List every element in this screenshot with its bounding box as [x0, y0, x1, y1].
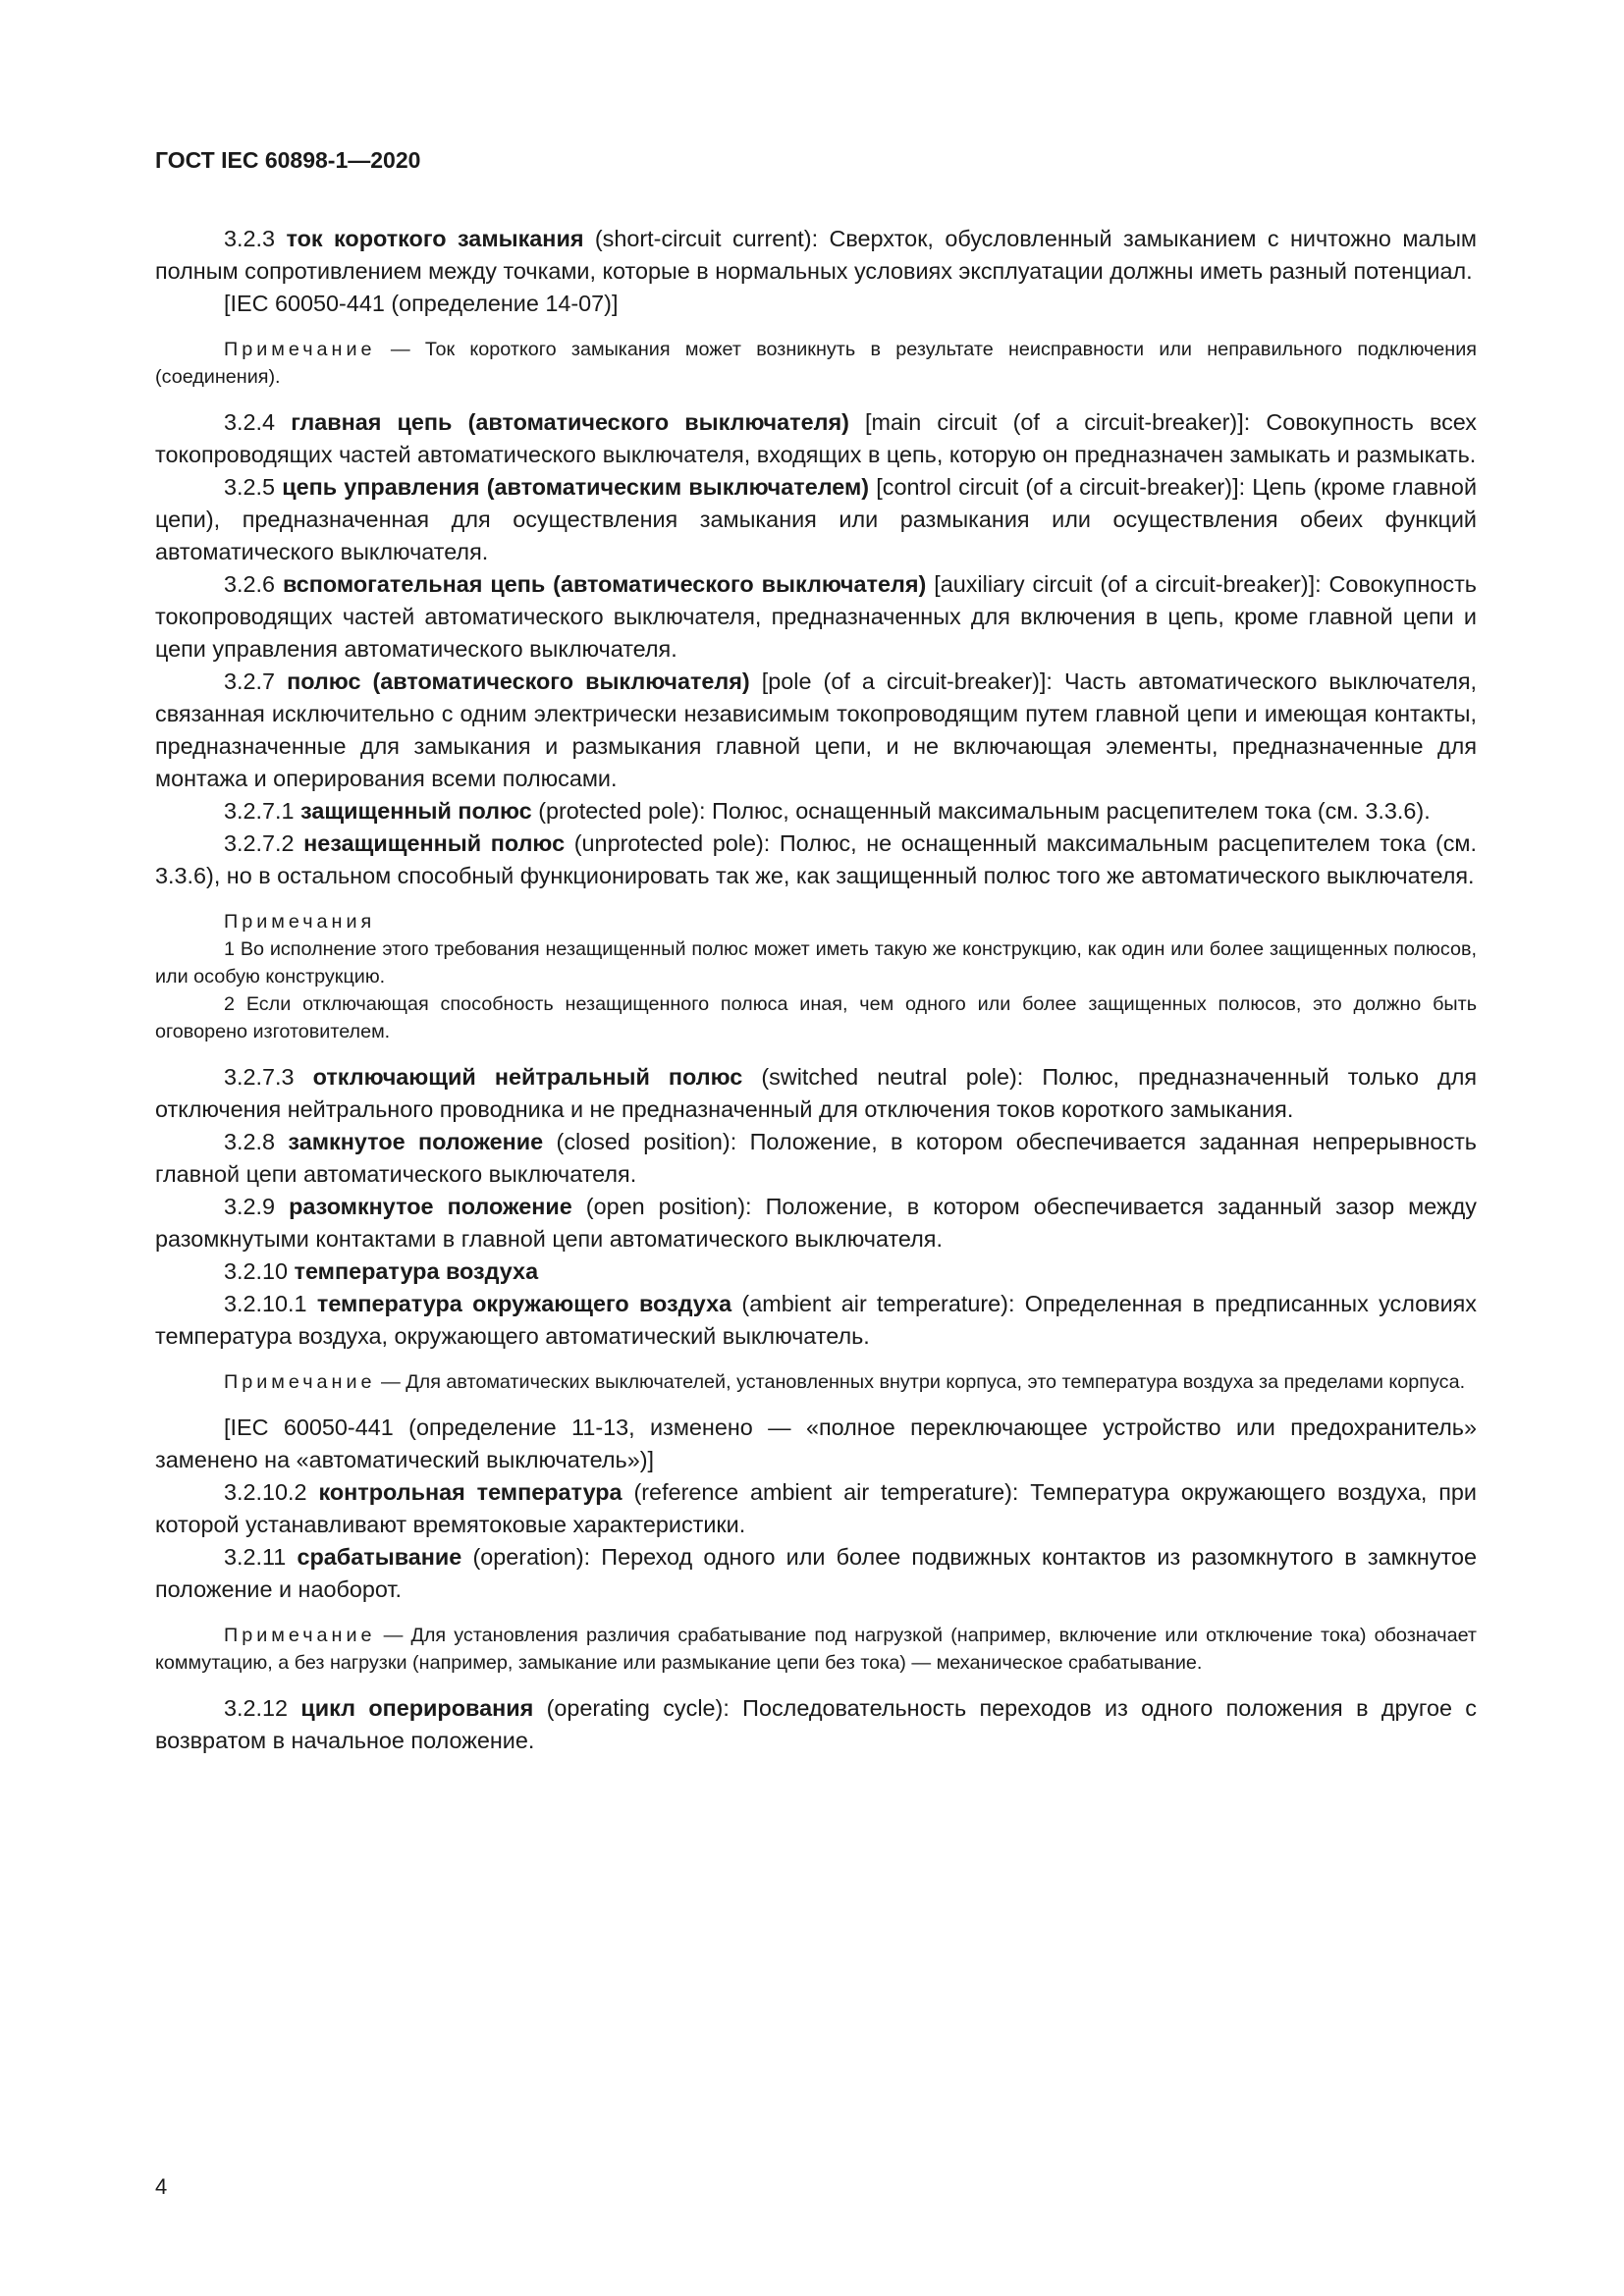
clause-term: контрольная температура [318, 1479, 623, 1505]
clause-term: температура окружающего воздуха [316, 1291, 732, 1316]
clause-3-2-7 [155, 666, 1477, 795]
clause-number: 3.2.11 [224, 1544, 298, 1570]
clause-term: замкнутое положение [288, 1129, 544, 1154]
clause-3-2-10-1-reference: [IEC 60050-441 (определение 11-13, изменено — «полное переключающее устройство или предохранитель» заменено на «автоматический выключатель»)] [155, 1415, 1477, 1472]
clause-number: 3.2.9 [224, 1194, 290, 1219]
note-3-2-3 [155, 336, 1477, 391]
clause-term: полюс (автоматического выключателя) [287, 668, 750, 694]
clause-number: 3.2.5 [224, 474, 283, 500]
clause-3-2-10 [155, 1255, 1477, 1288]
clause-3-2-11 [155, 1541, 1477, 1606]
clause-number: 3.2.7 [224, 668, 288, 694]
clause-term: незащищенный полюс [303, 830, 566, 856]
clause-number: 3.2.7.1 [224, 798, 301, 824]
clause-text: (switched neutral pole): Полюс, предназначенный только для отключения нейтрального проводника и не предназначенный для отключения токов короткого замыкания. [155, 1064, 1478, 1122]
note-label: Примечание [224, 1625, 376, 1646]
clause-term: главная цепь (автоматического выключателя) [291, 409, 849, 435]
clause-3-2-3 [155, 223, 1477, 288]
clause-text: (short-circuit current): Сверхток, обусловленный замыканием с ничтожно малым полным сопротивлением между точками, которые в нормальных условиях эксплуатации должны иметь разный потенциал. [155, 226, 1477, 284]
clause-3-2-7-1 [155, 795, 1477, 828]
clause-text: [pole (of a circuit-breaker)]: Часть автоматического выключателя, связанная исключительно с одним электрически независимым токопроводящим путем главной цепи и имеющая контакты, предназначенные для замыкания и размыкания главной цепи, и не включающая элементы, предназначенные для монтажа и оперирования всеми полюсами. [155, 668, 1477, 791]
clause-number: 3.2.3 [224, 226, 287, 251]
clause-term: цепь управления (автоматическим выключателем) [282, 474, 870, 500]
clause-term: ток короткого замыкания [286, 226, 584, 251]
clause-number: 3.2.7.2 [224, 830, 304, 856]
note-text: — Для установления различия срабатывание под нагрузкой (например, включение или отключение тока) обозначает коммутацию, а без нагрузки (например, замыкание или размыкание цепи без тока) — механическое срабатывание. [155, 1625, 1477, 1674]
clause-text: (protected pole): Полюс, оснащенный максимальным расцепителем тока (см. 3.3.6). [531, 798, 1431, 824]
clause-3-2-5 [155, 471, 1477, 568]
clause-text: [control circuit (of a circuit-breaker)]: Цепь (кроме главной цепи), предназначенная для осуществления замыкания или размыкания или осуществления обеих функций автоматического выключателя. [155, 474, 1478, 564]
page-number: 4 [155, 2174, 168, 2199]
clause-number: 3.2.8 [224, 1129, 289, 1154]
note-item-2: 2 Если отключающая способность незащищенного полюса иная, чем одного или более защищенных полюсов, это должно быть оговорено изготовителем. [155, 993, 1477, 1042]
note-text: — Ток короткого замыкания может возникнуть в результате неисправности или неправильного подключения (соединения). [155, 339, 1477, 388]
clause-3-2-9 [155, 1191, 1477, 1255]
clause-number: 3.2.4 [224, 409, 292, 435]
notes-label-text: Примечания [224, 911, 376, 933]
clause-term: вспомогательная цепь (автоматического выключателя) [282, 571, 927, 597]
clause-term: цикл оперирования [300, 1695, 534, 1721]
clause-3-2-10-1 [155, 1288, 1477, 1353]
clause-term: температура воздуха [294, 1258, 539, 1284]
notes-label [155, 908, 1477, 935]
clause-text: (closed position): Положение, в котором обеспечивается заданная непрерывность главной цепи автоматического выключателя. [155, 1129, 1477, 1187]
clause-text: (operation): Переход одного или более подвижных контактов из разомкнутого в замкнутое положение и наоборот. [155, 1544, 1477, 1602]
clause-number: 3.2.10.2 [224, 1479, 319, 1505]
clause-text: (ambient air temperature): Определенная в предписанных условиях температура воздуха, окружающего автоматический выключатель. [155, 1291, 1478, 1349]
notes-3-2-7-2 [155, 908, 1477, 1045]
clause-term: отключающий нейтральный полюс [312, 1064, 743, 1090]
clause-3-2-7-2 [155, 828, 1477, 892]
clause-text: (open position): Положение, в котором обеспечивается заданный зазор между разомкнутыми контактами в главной цепи автоматического выключателя. [155, 1194, 1477, 1252]
clause-3-2-3-reference: [IEC 60050-441 (определение 14-07)] [224, 291, 619, 316]
clause-number: 3.2.10 [224, 1258, 295, 1284]
clause-number: 3.2.6 [224, 571, 283, 597]
clause-text: [auxiliary circuit (of a circuit-breaker)]: Совокупность токопроводящих частей автоматического выключателя, предназначенных для включения в цепь, кроме главной цепи и цепи управления автоматического выключателя. [155, 571, 1477, 662]
clause-3-2-8 [155, 1126, 1477, 1191]
clause-number: 3.2.7.3 [224, 1064, 313, 1090]
note-text: — Для автоматических выключателей, установленных внутри корпуса, это температура воздуха за пределами корпуса. [375, 1371, 1466, 1393]
clause-text: (unprotected pole): Полюс, не оснащенный максимальным расцепителем тока (см. 3.3.6), но в остальном способный функционировать так же, как защищенный полюс того же автоматического выключателя. [155, 830, 1478, 888]
clause-term: разомкнутое положение [289, 1194, 572, 1219]
clause-3-2-4 [155, 406, 1477, 471]
clause-number: 3.2.12 [224, 1695, 301, 1721]
document-page [155, 147, 1477, 1757]
clause-number: 3.2.10.1 [224, 1291, 317, 1316]
note-label: Примечание [224, 339, 376, 360]
clause-text: (reference ambient air temperature): Температура окружающего воздуха, при которой устанавливают времятоковые характеристики. [155, 1479, 1477, 1537]
clause-term: срабатывание [297, 1544, 462, 1570]
note-3-2-10-1 [155, 1368, 1477, 1396]
note-item-1: 1 Во исполнение этого требования незащищенный полюс может иметь такую же конструкцию, как один или более защищенных полюсов, или особую конструкцию. [155, 938, 1477, 988]
clause-3-2-6 [155, 568, 1477, 666]
document-header: ГОСТ IEC 60898-1—2020 [155, 147, 421, 173]
clause-3-2-10-2 [155, 1476, 1477, 1541]
clause-text: (operating cycle): Последовательность переходов из одного положения в другое с возвратом в начальное положение. [155, 1695, 1477, 1753]
note-label: Примечание [224, 1371, 376, 1393]
clause-3-2-7-3 [155, 1061, 1477, 1126]
note-3-2-11 [155, 1622, 1477, 1677]
clause-text: [main circuit (of a circuit-breaker)]: Совокупность всех токопроводящих частей автоматического выключателя, входящих в цепь, которую он предназначен замыкать и размыкать. [155, 409, 1478, 467]
clause-term: защищенный полюс [300, 798, 532, 824]
clause-3-2-12 [155, 1692, 1477, 1757]
